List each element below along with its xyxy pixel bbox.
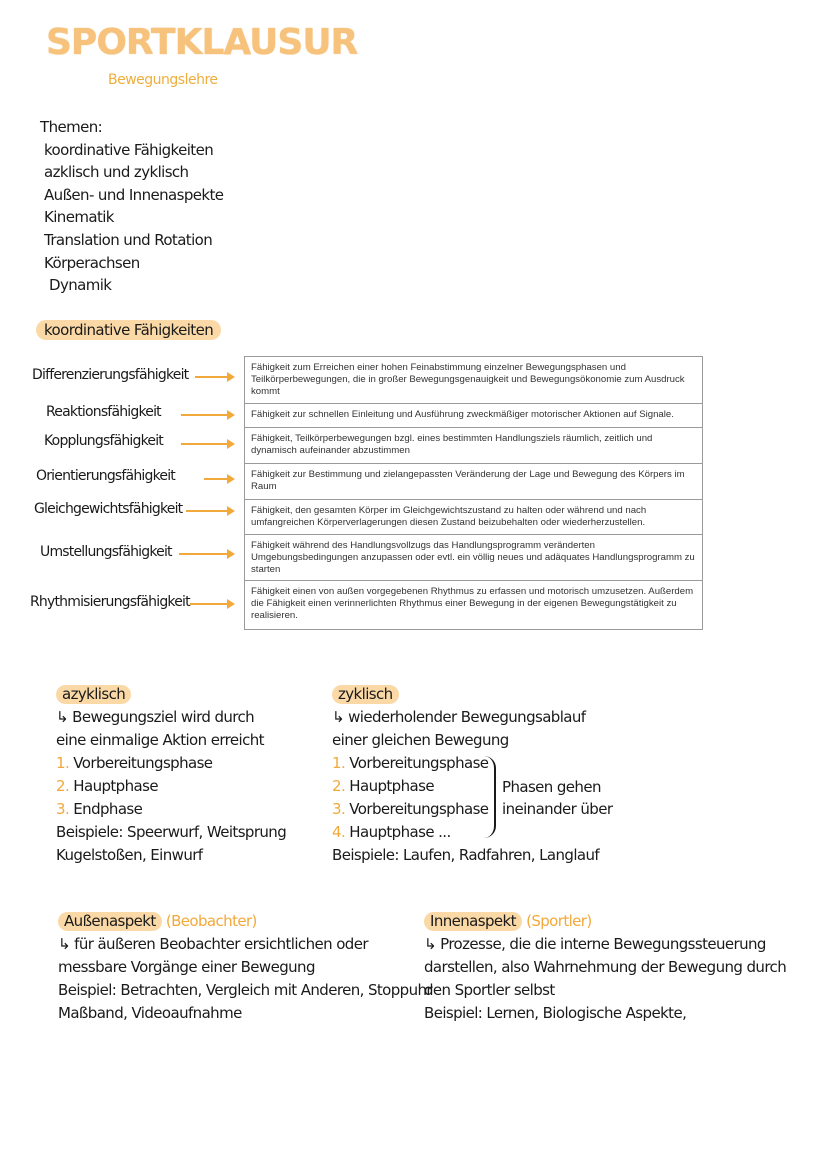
azyklisch-examples: Beispiele: Speerwurf, Weitsprung: [56, 823, 287, 841]
phase-label: Hauptphase: [73, 777, 158, 795]
section-heading-koordinative: [36, 320, 221, 340]
phase-label: Vorbereitungsphase: [349, 800, 489, 818]
topic-item: Außen- und Innenaspekte: [44, 185, 224, 204]
aussenaspekt-line: ↳ für äußeren Beobachter ersichtlichen oder: [58, 935, 368, 953]
aussenaspekt-heading: Außenaspekt: [58, 912, 162, 931]
table-row: Fähigkeit zur Bestimmung und zielangepassten Veränderung der Lage und Bewegung des Körpers im Raum: [245, 464, 702, 500]
topic-item: Kinematik: [44, 208, 114, 227]
brace-note-line: ineinander über: [502, 800, 613, 818]
definitions-table: [244, 356, 703, 630]
table-row: Fähigkeit, Teilkörperbewegungen bzgl. eines bestimmten Handlungsziels räumlich, zeitlich und dynamisch aufeinander abzustimmen: [245, 428, 702, 464]
table-row: Fähigkeit, den gesamten Körper im Gleichgewichtszustand zu halten oder während und nach umfangreichen Körperverlagerungen diesen Zustand beizubehalten oder wiederherzustellen.: [245, 500, 702, 535]
topic-item: Dynamik: [49, 276, 112, 295]
phase-number: 2.: [332, 777, 346, 795]
azyklisch-section: [56, 683, 286, 867]
innenaspekt-section: [424, 910, 786, 1025]
zyklisch-line: einer gleichen Bewegung: [332, 731, 509, 749]
aussenaspekt-line: Beispiel: Betrachten, Vergleich mit Anderen, Stoppuhr: [58, 981, 432, 999]
aussenaspekt-line: Maßband, Videoaufnahme: [58, 1004, 242, 1022]
phase-number: 3.: [56, 800, 70, 818]
phase-label: Vorbereitungsphase: [73, 754, 213, 772]
innenaspekt-line: darstellen, also Wahrnehmung der Bewegung durch: [424, 958, 787, 976]
section-heading-label: koordinative Fähigkeiten: [36, 320, 221, 340]
skill-label: Differenzierungsfähigkeit: [32, 367, 189, 383]
phase-label: Hauptphase: [349, 777, 434, 795]
skill-label: Gleichgewichtsfähigkeit: [34, 501, 183, 517]
phase-number: 1.: [332, 754, 346, 772]
skill-label: Reaktionsfähigkeit: [46, 404, 161, 420]
skill-label: Rhythmisierungsfähigkeit: [30, 594, 190, 610]
zyklisch-heading: zyklisch: [332, 685, 399, 704]
zyklisch-examples: Beispiele: Laufen, Radfahren, Langlauf: [332, 846, 600, 864]
arrow-icon: [204, 478, 233, 480]
table-row: Fähigkeit zur schnellen Einleitung und Ausführung zweckmäßiger motorischer Aktionen auf Signale.: [245, 404, 702, 428]
topic-item: koordinative Fähigkeiten: [44, 140, 214, 159]
phase-label: Endphase: [73, 800, 143, 818]
arrow-icon: [181, 414, 233, 416]
arrow-icon: [179, 553, 233, 555]
innenaspekt-heading: Innenaspekt: [424, 912, 522, 931]
phase-number: 2.: [56, 777, 70, 795]
azyklisch-examples: Kugelstoßen, Einwurf: [56, 846, 203, 864]
phase-label: Hauptphase ...: [349, 823, 451, 841]
brace-note: [502, 776, 612, 820]
arrow-icon: [190, 603, 233, 605]
arrow-icon: [186, 510, 233, 512]
topics-heading: Themen:: [40, 118, 103, 136]
page-title: SPORTKLAUSUR: [46, 22, 358, 63]
aussenaspekt-line: messbare Vorgänge einer Bewegung: [58, 958, 315, 976]
topic-item: Körperachsen: [44, 253, 140, 272]
innenaspekt-line: ↳ Prozesse, die die interne Bewegungssteuerung: [424, 935, 766, 953]
brace-note-line: Phasen gehen: [502, 778, 601, 796]
brace-icon: [484, 756, 496, 838]
topic-item: azklisch und zyklisch: [44, 163, 189, 182]
skill-label: Orientierungsfähigkeit: [36, 468, 175, 484]
aussenaspekt-sub: (Beobachter): [165, 912, 257, 930]
table-row: Fähigkeit einen von außen vorgegebenen Rhythmus zu erfassen und motorisch umzusetzen. Außerdem die Fähigkeit einen verinnerlichten Rhythmus einer Bewegung in der eigenen Bewegungstätigkeit zu realisieren.: [251, 586, 694, 622]
phase-label: Vorbereitungsphase: [349, 754, 489, 772]
table-row: Fähigkeit während des Handlungsvollzugs das Handlungsprogramm veränderten Umgebungsbedingungen anzupassen oder evtl. ein völlig neues und adäquates Handlungsprogramm zu starten: [245, 535, 702, 581]
azyklisch-heading: azyklisch: [56, 685, 131, 704]
arrow-icon: [195, 376, 233, 378]
aussenaspekt-section: [58, 910, 432, 1025]
phase-number: 1.: [56, 754, 70, 772]
topics-list: [40, 116, 223, 297]
topic-item: Translation und Rotation: [44, 230, 213, 249]
innenaspekt-sub: (Sportler): [526, 912, 592, 930]
page-subtitle: Bewegungslehre: [108, 72, 218, 88]
innenaspekt-line: den Sportler selbst: [424, 981, 555, 999]
phase-number: 4.: [332, 823, 346, 841]
skill-label: Kopplungsfähigkeit: [44, 433, 163, 449]
azyklisch-line: eine einmalige Aktion erreicht: [56, 731, 264, 749]
arrow-icon: [181, 443, 233, 445]
azyklisch-line: ↳ Bewegungsziel wird durch: [56, 708, 255, 726]
zyklisch-section: [332, 683, 599, 867]
zyklisch-line: ↳ wiederholender Bewegungsablauf: [332, 708, 586, 726]
innenaspekt-line: Beispiel: Lernen, Biologische Aspekte,: [424, 1004, 687, 1022]
table-row: Fähigkeit zum Erreichen einer hohen Feinabstimmung einzelner Bewegungsphasen und Teilkörperbewegungen, die in großer Bewegungsgenauigkeit und Bewegungsökonomie zum Ausdruck kommt: [245, 357, 702, 404]
skill-label: Umstellungsfähigkeit: [40, 544, 172, 560]
phase-number: 3.: [332, 800, 346, 818]
